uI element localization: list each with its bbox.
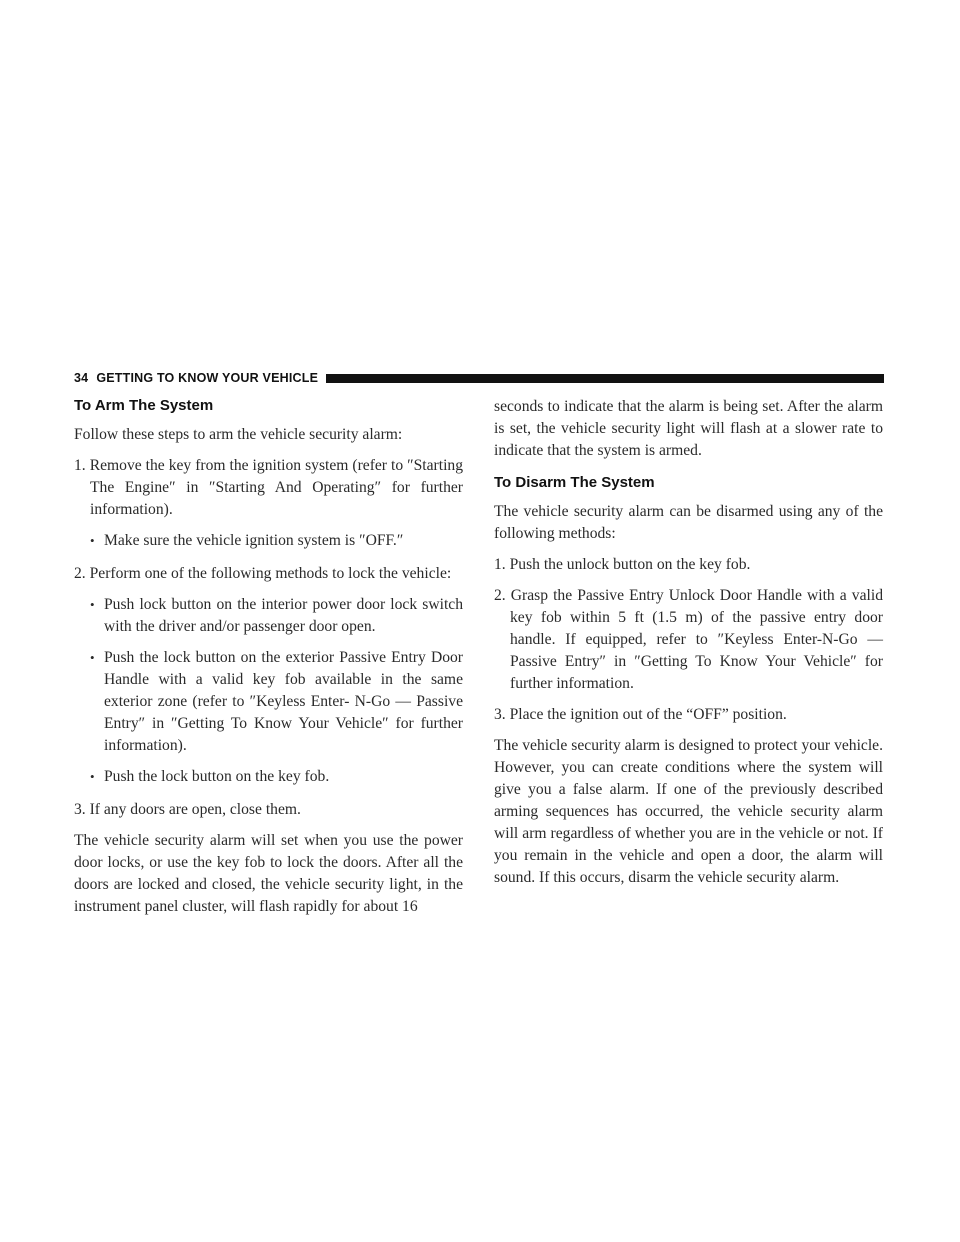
arm-step-2-bullet-1 bbox=[74, 594, 463, 638]
disarm-step-1 bbox=[494, 554, 883, 576]
header-rule bbox=[326, 374, 884, 383]
disarm-step-2 bbox=[494, 585, 883, 695]
right-column bbox=[494, 396, 883, 889]
arm-step-1-bullet-1 bbox=[74, 530, 463, 552]
disarm-system-heading: To Disarm The System bbox=[494, 474, 655, 491]
arm-step-3-text: 3. If any doors are open, close them. bbox=[74, 801, 301, 818]
arm-step-1-text: 1. Remove the key from the ignition system (refer to ″Starting The Engine″ in ″Starting And Operating″ for further information). bbox=[74, 457, 463, 518]
page-number: 34 bbox=[74, 371, 89, 385]
bullet-glyph: • bbox=[90, 769, 95, 784]
disarm-step-1-text: 1. Push the unlock button on the key fob. bbox=[494, 556, 751, 573]
left-column bbox=[74, 396, 463, 918]
bullet-text: Push lock button on the interior power door lock switch with the driver and/or passenger door open. bbox=[104, 596, 463, 635]
arm-step-2-bullet-3 bbox=[74, 766, 463, 788]
arm-step-2-text: 2. Perform one of the following methods to lock the vehicle: bbox=[74, 565, 452, 582]
bullet-glyph: • bbox=[90, 533, 95, 548]
disarm-step-3 bbox=[494, 704, 883, 726]
arm-description-continued: seconds to indicate that the alarm is being set. After the alarm is set, the vehicle security light will flash at a slower rate to indicate that the system is armed. bbox=[494, 398, 883, 459]
arm-intro: Follow these steps to arm the vehicle security alarm: bbox=[74, 426, 403, 443]
disarm-step-2-text: 2. Grasp the Passive Entry Unlock Door Handle with a valid key fob within 5 ft (1.5 m) of the passive entry door handle. If equipped, refer to ″Keyless Enter-N-Go — Passive Entry″ in ″Getting To Know Your Vehicle″ for further information. bbox=[494, 587, 883, 692]
arm-step-2-bullet-2 bbox=[74, 647, 463, 757]
arm-system-heading: To Arm The System bbox=[74, 397, 214, 414]
bullet-glyph: • bbox=[90, 650, 95, 665]
arm-step-1 bbox=[74, 455, 463, 521]
arm-step-3 bbox=[74, 799, 463, 821]
bullet-text: Make sure the vehicle ignition system is ″OFF.″ bbox=[104, 532, 404, 549]
page-header bbox=[74, 370, 884, 386]
bullet-glyph: • bbox=[90, 597, 95, 612]
disarm-step-3-text: 3. Place the ignition out of the “OFF” position. bbox=[494, 706, 787, 723]
false-alarm-description: The vehicle security alarm is designed to protect your vehicle. However, you can create conditions where the system will give you a false alarm. If one of the previously described arming sequences has occurred, the vehicle security alarm will arm regardless of whether you are in the vehicle or not. If you remain in the vehicle and open a door, the alarm will sound. If this occurs, disarm the vehicle security alarm. bbox=[494, 737, 883, 886]
arm-description: The vehicle security alarm will set when you use the power door locks, or use the key fob to lock the doors. After all the doors are locked and closed, the vehicle security light, in the instrument panel cluster, will flash rapidly for about 16 bbox=[74, 832, 463, 915]
section-title: GETTING TO KNOW YOUR VEHICLE bbox=[96, 371, 319, 385]
disarm-intro: The vehicle security alarm can be disarmed using any of the following methods: bbox=[494, 503, 883, 542]
arm-step-2 bbox=[74, 563, 463, 585]
bullet-text: Push the lock button on the exterior Passive Entry Door Handle with a valid key fob available in the same exterior zone (refer to ″Keyless Enter- N-Go — Passive Entry″ in ″Getting To Know Your Vehicle″ for further information). bbox=[104, 649, 463, 754]
bullet-text: Push the lock button on the key fob. bbox=[104, 768, 330, 785]
